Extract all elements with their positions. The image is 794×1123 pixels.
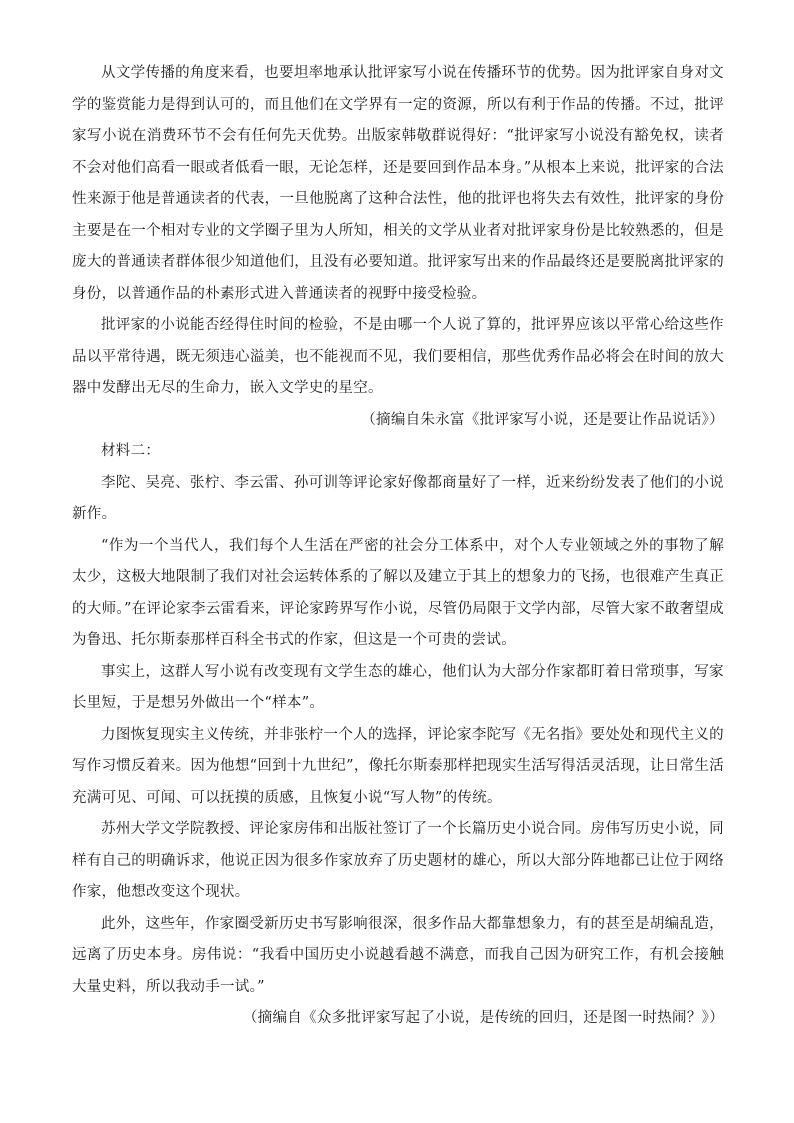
paragraph-1: 从文学传播的角度来看，也要坦率地承认批评家写小说在传播环节的优势。因为批评家自身对文学的鉴赏能力是得到认可的，而且他们在文学界有一定的资源，所以有利于作品的传播。不过，批评家写小说在消费环节不会有任何先天优势。出版家韩敬群说得好：“批评家写小说没有豁免权，读者不会对他们高看一眼或者低看一眼，无论怎样，还是要回到作品本身。”从根本上来说，批评家的合法性来源于他是普通读者的代表，一旦他脱离了这种合法性，他的批评也将失去有效性，批评家的身份主要是在一个相对专业的文学圈子里为人所知，相关的文学从业者对批评家身份是比较熟悉的，但是庞大的普通读者群体很少知道他们，且没有必要知道。批评家写出来的作品最终还是要脱离批评家的身份，以普通作品的朴素形式进入普通读者的视野中接受检验。 bbox=[72, 65, 724, 302]
paragraph-4: “作为一个当代人，我们每个人生活在严密的社会分工体系中，对个人专业领域之外的事物了解太少，这极大地限制了我们对社会运转体系的了解以及建立于其上的想象力的飞扬，也很难产生真正的大师。”在评论家李云雷看来，评论家跨界写作小说，尽管仍局限于文学内部，尽管大家不敢奢望成为鲁迅、托尔斯泰那样百科全书式的作家，但这是一个可贵的尝试。 bbox=[72, 537, 724, 648]
paragraph-5: 事实上，这群人写小说有改变现有文学生态的雄心，他们认为大部分作家都盯着日常琐事，写家长里短，于是想另外做出一个“样本”。 bbox=[72, 663, 724, 711]
paragraph-6: 力图恢复现实主义传统，并非张柠一个人的选择，评论家李陀写《无名指》要处处和现代主义的写作习惯反着来。因为他想“回到十九世纪”，像托尔斯泰那样把现实生活写得活灵活现，让日常生活充满可见、可闻、可以抚摸的质感，且恢复小说“写人物”的传统。 bbox=[72, 726, 724, 806]
paragraph-3: 李陀、吴亮、张柠、李云雷、孙可训等评论家好像都商量好了一样，近来纷纷发表了他们的小说新作。 bbox=[72, 474, 724, 522]
material-2-label: 材料二： bbox=[101, 443, 161, 459]
paragraph-8: 此外，这些年，作家圈受新历史书写影响很深，很多作品大都靠想象力，有的甚至是胡编乱造，远离了历史本身。房伟说：“我看中国历史小说越看越不满意，而我自己因为研究工作，有机会接触大量史料，所以我动手一试。” bbox=[72, 915, 724, 995]
document-page bbox=[72, 58, 724, 1035]
source-citation-1: （摘编自朱永富《批评家写小说，还是要让作品说话》） bbox=[361, 411, 724, 428]
source-citation-2: （摘编自《众多批评家写起了小说，是传统的回归，还是图一时热闹？》） bbox=[242, 1010, 724, 1026]
paragraph-7: 苏州大学文学院教授、评论家房伟和出版社签订了一个长篇历史小说合同。房伟写历史小说，同样有自己的明确诉求，他说正因为很多作家放弃了历史题材的雄心，所以大部分阵地都已让位于网络作家，他想改变这个现状。 bbox=[72, 821, 724, 900]
paragraph-2: 批评家的小说能否经得住时间的检验，不是由哪一个人说了算的，批评界应该以平常心给这些作品以平常待遇，既无须违心溢美，也不能视而不见，我们要相信，那些优秀作品必将会在时间的放大器中发酵出无尽的生命力，嵌入文学史的星空。 bbox=[72, 317, 724, 396]
